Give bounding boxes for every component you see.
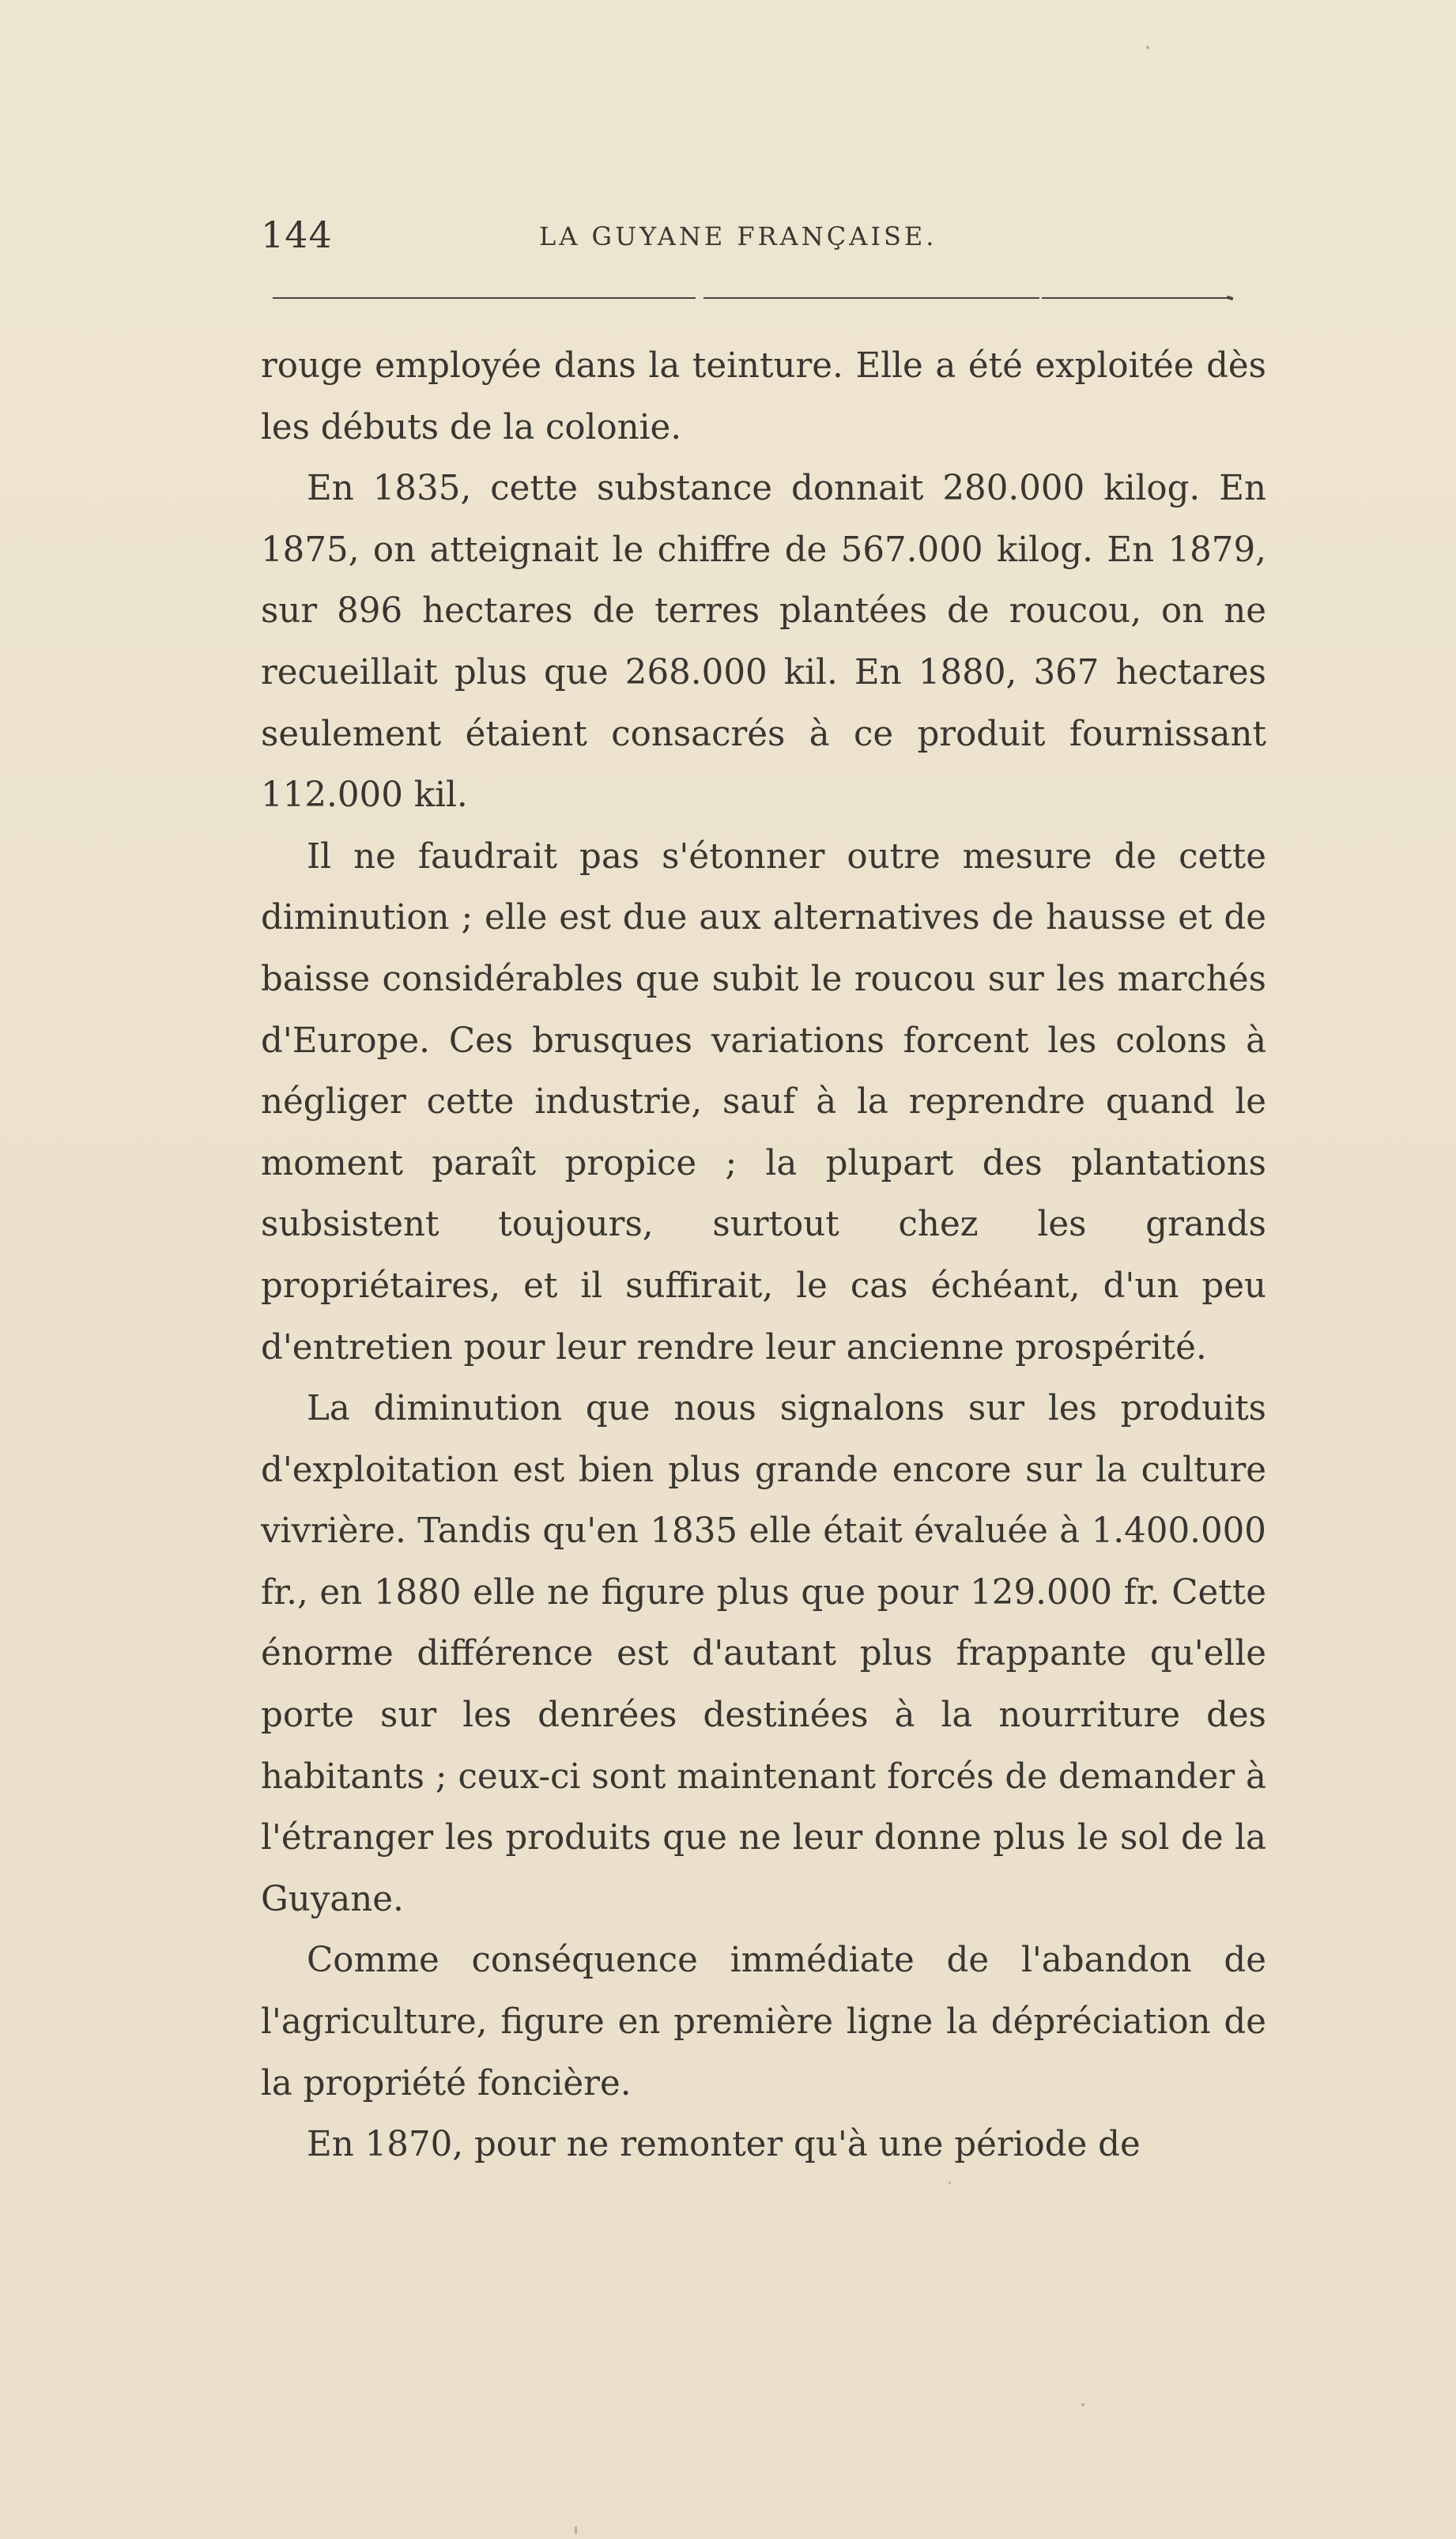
header-rule-segment bbox=[273, 297, 696, 299]
running-title: LA GUYANE FRANÇAISE. bbox=[539, 221, 937, 251]
paragraph: Il ne faudrait pas s'étonner outre mesure de cette diminution ; elle est due aux alternatives de hausse et de baisse considérables que subit le roucou sur les marchés d'Europe. Ces brusques variations forcent les colons à négliger cette industrie, sauf à la reprendre quand le moment paraît propice ; la plupart des plantations subsistent toujours, surtout chez les grands propriétaires, et il suffirait, le cas échéant, d'un peu d'entretien pour leur rendre leur ancienne prospérité. bbox=[261, 836, 1266, 1368]
page-header bbox=[261, 213, 1288, 269]
paragraph-unfinished: En 1870, pour ne remonter qu'à une période de bbox=[307, 2125, 1141, 2165]
paper-speck bbox=[575, 2526, 577, 2534]
paragraph: En 1835, cette substance donnait 280.000 kilog. En 1875, on atteignait le chiffre de 567.000 kilog. En 1879, sur 896 hectares de terres plantées de roucou, on ne recueillait plus que 268.000 kil. En 1880, 367 hectares seulement étaient consacrés à ce produit fournissant 112.000 kil. bbox=[261, 469, 1266, 816]
header-rule-segment bbox=[703, 297, 1039, 299]
paragraph: Comme conséquence immédiate de l'abandon de l'agriculture, figure en première ligne la dépréciation de la propriété foncière. bbox=[261, 1941, 1266, 2103]
page-number: 144 bbox=[261, 213, 333, 256]
paragraph: La diminution que nous signalons sur les produits d'exploitation est bien plus grande encore sur la culture vivrière. Tandis qu'en 1835 elle était évaluée à 1.400.000 fr., en 1880 elle ne figure plus que pour 129.000 fr. Cette énorme différence est d'autant plus frappante qu'elle porte sur les denrées destinées à la nourriture des habitants ; ceux-ci sont maintenant forcés de demander à l'étranger les produits que ne leur donne plus le sol de la Guyane. bbox=[261, 1389, 1266, 1919]
body-text bbox=[261, 336, 1266, 2176]
header-rule-tail bbox=[1227, 296, 1234, 300]
paper-speck bbox=[949, 2182, 951, 2184]
paper-speck bbox=[1146, 46, 1149, 49]
paragraph-continuation: rouge employée dans la teinture. Elle a été exploitée dès les débuts de la colonie. bbox=[261, 346, 1266, 447]
paper-speck bbox=[1081, 2403, 1084, 2406]
header-rule-segment bbox=[1042, 297, 1232, 299]
